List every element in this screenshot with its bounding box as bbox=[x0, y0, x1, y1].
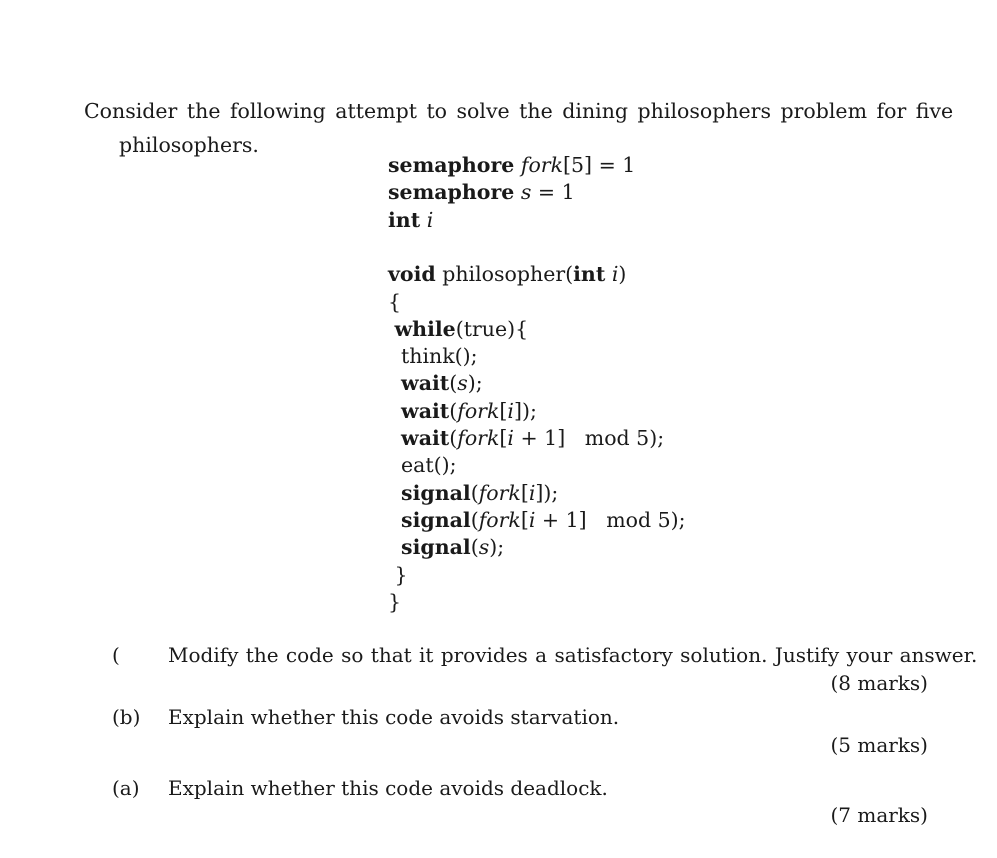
code-keyword: int bbox=[388, 207, 421, 232]
code-text: philosopher( bbox=[435, 262, 574, 287]
code-variable: s bbox=[520, 180, 532, 205]
code-variable: fork bbox=[457, 398, 500, 423]
code-text: + 1] mod 5); bbox=[535, 507, 686, 532]
question-text: Explain whether this code avoids deadlock. bbox=[168, 776, 608, 800]
code-variable: fork bbox=[478, 507, 521, 532]
code-text: [ bbox=[520, 480, 529, 505]
code-text: ( bbox=[449, 398, 458, 423]
code-text: [5] = 1 bbox=[563, 153, 636, 177]
code-line bbox=[388, 370, 483, 397]
question-deadlock bbox=[0, 775, 997, 802]
question-label: ( bbox=[112, 643, 120, 667]
code-text: ]); bbox=[513, 398, 537, 423]
code-keyword: int bbox=[573, 262, 606, 287]
code-variable: fork bbox=[478, 480, 521, 505]
code-keyword: signal bbox=[401, 507, 471, 532]
code-text bbox=[388, 399, 401, 423]
question-text: Explain whether this code avoids starvation. bbox=[168, 705, 620, 729]
code-line bbox=[388, 398, 537, 425]
code-variable: s bbox=[478, 535, 490, 560]
code-keyword: signal bbox=[401, 480, 471, 505]
code-variable: fork bbox=[457, 426, 500, 450]
code-line bbox=[388, 179, 575, 206]
question-label: (b) bbox=[112, 705, 141, 729]
code-keyword: wait bbox=[401, 371, 450, 396]
code-text: + 1] mod 5); bbox=[513, 426, 665, 450]
question-marks: (8 marks) bbox=[830, 671, 928, 695]
code-text: ); bbox=[467, 371, 483, 396]
code-keyword: signal bbox=[401, 535, 471, 560]
code-line bbox=[388, 343, 478, 370]
code-line bbox=[388, 425, 664, 452]
code-keyword: while bbox=[394, 316, 456, 341]
problem-statement-line-1: Consider the following attempt to solve the dining philosophers problem for five bbox=[84, 99, 954, 123]
code-line bbox=[388, 589, 401, 616]
code-line bbox=[388, 562, 408, 589]
code-text: ); bbox=[489, 535, 505, 560]
code-line bbox=[388, 534, 504, 561]
code-keyword: semaphore bbox=[388, 153, 515, 177]
code-text: ( bbox=[470, 535, 479, 560]
code-variable: fork bbox=[520, 153, 564, 177]
code-variable: i bbox=[528, 507, 536, 532]
code-text bbox=[388, 426, 401, 450]
question-text: Modify the code so that it provides a satisfactory solution. Justify your answer. bbox=[168, 643, 978, 667]
code-text: } bbox=[388, 589, 402, 614]
code-text: = 1 bbox=[531, 180, 575, 205]
code-variable: i bbox=[507, 426, 514, 450]
code-line bbox=[388, 261, 626, 288]
code-keyword: wait bbox=[401, 426, 450, 450]
code-text bbox=[388, 508, 401, 532]
question-marks: (7 marks) bbox=[830, 803, 928, 827]
code-variable: s bbox=[457, 371, 468, 396]
code-line bbox=[388, 207, 433, 234]
question-label: (a) bbox=[112, 776, 140, 800]
code-variable: i bbox=[507, 398, 514, 423]
code-keyword: wait bbox=[401, 398, 450, 423]
code-variable: i bbox=[611, 262, 619, 287]
code-variable: i bbox=[426, 207, 434, 232]
code-keyword: void bbox=[388, 262, 436, 287]
code-text: } bbox=[388, 562, 408, 587]
code-text: { bbox=[388, 289, 402, 314]
code-text: [ bbox=[499, 426, 508, 450]
code-variable: i bbox=[528, 480, 536, 505]
question-starvation bbox=[0, 704, 997, 731]
code-keyword: semaphore bbox=[388, 180, 515, 205]
code-line bbox=[388, 480, 558, 507]
problem-statement-line-2: philosophers. bbox=[119, 133, 259, 157]
code-line bbox=[388, 316, 528, 343]
code-text: think(); bbox=[388, 344, 478, 369]
code-text: eat(); bbox=[388, 453, 457, 478]
code-text bbox=[388, 481, 401, 505]
code-text: (true){ bbox=[455, 316, 529, 341]
code-text bbox=[388, 535, 401, 559]
question-marks: (5 marks) bbox=[830, 733, 928, 757]
code-text: ( bbox=[470, 507, 479, 532]
code-text bbox=[388, 371, 401, 395]
code-text: [ bbox=[520, 507, 529, 532]
code-text: ( bbox=[449, 426, 458, 450]
code-text: ( bbox=[470, 480, 479, 505]
code-line bbox=[388, 452, 457, 479]
code-text: ]); bbox=[535, 480, 559, 505]
code-line bbox=[388, 507, 686, 534]
code-text: ( bbox=[449, 371, 458, 396]
code-text: ) bbox=[618, 262, 627, 287]
question-modify bbox=[0, 642, 997, 669]
code-text: [ bbox=[499, 398, 508, 423]
code-line bbox=[388, 152, 635, 179]
code-line bbox=[388, 289, 401, 316]
